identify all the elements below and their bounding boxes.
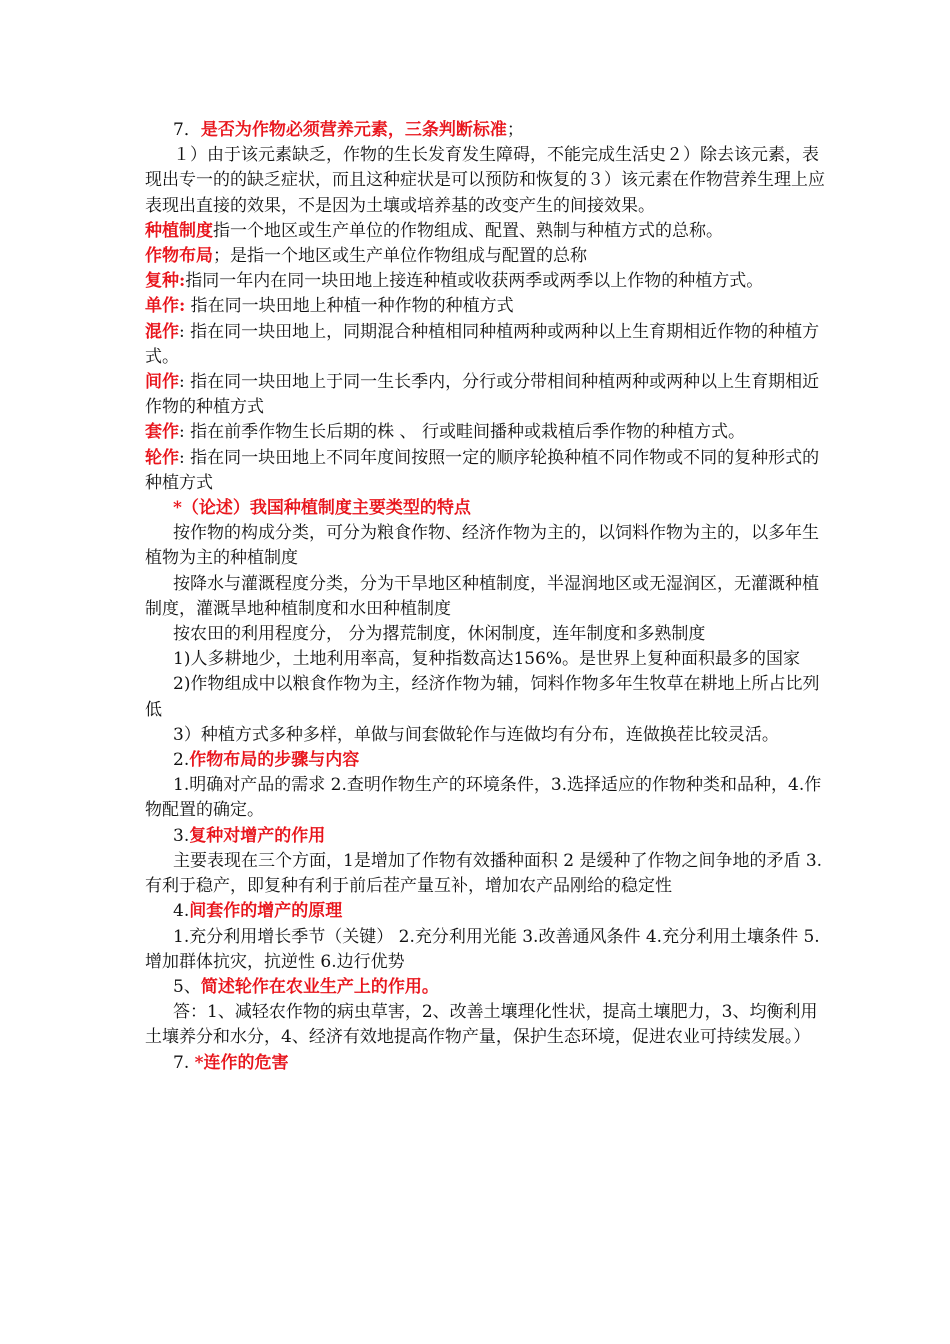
body-text: ； xyxy=(506,120,524,140)
item-number: 7. xyxy=(173,1052,195,1073)
item-number: 5、 xyxy=(173,976,201,997)
highlighted-term: 间作 xyxy=(145,372,179,393)
highlighted-term: *连作的危害 xyxy=(194,1052,289,1073)
item-number: 3. xyxy=(173,825,190,846)
body-text: 按降水与灌溉程度分类，分为干旱地区种植制度，半湿润地区或无湿润区，无灌溉种植制度，灌溉旱地种植制度和水田种植制度 xyxy=(145,573,819,619)
paragraph xyxy=(145,748,830,773)
highlighted-term: 种植制度 xyxy=(145,220,213,241)
paragraph xyxy=(145,925,830,975)
highlighted-term: 间套作的增产的原理 xyxy=(189,901,343,922)
paragraph xyxy=(145,269,830,294)
highlighted-term: 是否为作物必须营养元素，三条判断标准 xyxy=(200,120,507,140)
paragraph xyxy=(145,773,830,823)
body-text: 3）种植方式多种多样，单做与间套做轮作与连做均有分布，连做换茬比较灵活。 xyxy=(173,724,779,745)
highlighted-term: 单作: xyxy=(145,296,186,317)
highlighted-term: 混作 xyxy=(145,321,179,342)
paragraph xyxy=(145,320,830,370)
paragraph xyxy=(145,647,830,672)
body-text: 主要表现在三个方面，1是增加了作物有效播种面积 2 是缓种了作物之间争地的矛盾 3.有利于稳产，即复种有利于前后茬产量互补，增加农产品刚给的稳定性 xyxy=(145,850,823,897)
paragraph xyxy=(145,1051,830,1076)
body-text: : 指在同一块田地上，同期混合种植相同种植两种或两种以上生育期相近作物的种植方式。 xyxy=(145,321,820,367)
body-text: １）由于该元素缺乏，作物的生长发育发生障碍，不能完成生活史２）除去该元素，表现出专一的的缺乏症状，而且这种症状是可以预防和恢复的３）该元素在作物营养生理上应表现出直接的效果，不是因为土壤或培养基的改变产生的间接效果。 xyxy=(145,145,825,216)
paragraph xyxy=(145,899,830,924)
body-text: : 指在前季作物生长后期的株 、 行或畦间播种或栽植后季作物的种植方式。 xyxy=(179,422,745,443)
body-text: 答：1、减轻农作物的病虫草害，2、改善土壤理化性状，提高土壤肥力，3、均衡利用土壤养分和水分，4、经济有效地提高作物产量，保护生态环境，促进农业可持续发展。） xyxy=(145,1002,818,1048)
body-text: : 指在同一块田地上不同年度间按照一定的顺序轮换种植不同作物或不同的复种形式的种植方式 xyxy=(145,447,820,493)
paragraph xyxy=(145,244,830,269)
paragraph xyxy=(145,496,830,521)
paragraph xyxy=(145,975,830,1000)
paragraph xyxy=(145,294,830,319)
body-text: 指一个地区或生产单位的作物组成、配置、熟制与种植方式的总称。 xyxy=(213,220,723,241)
highlighted-term: 套作 xyxy=(145,422,179,443)
body-text: 按作物的构成分类，可分为粮食作物、经济作物为主的，以饲料作物为主的，以多年生植物为主的种植制度 xyxy=(145,523,819,569)
highlighted-term: 作物布局的步骤与内容 xyxy=(189,750,360,771)
item-number: 2. xyxy=(173,750,190,771)
paragraph xyxy=(145,572,830,622)
body-text: 按农田的利用程度分， 分为撂荒制度，休闲制度，连年制度和多熟制度 xyxy=(173,624,706,645)
body-text: 2)作物组成中以粮食作物为主，经济作物为辅，饲料作物多年生牧草在耕地上所占比列低 xyxy=(145,674,820,720)
body-text: 指在同一块田地上种植一种作物的种植方式 xyxy=(185,296,514,317)
highlighted-term: 轮作 xyxy=(145,447,179,468)
paragraph xyxy=(145,521,830,571)
paragraph xyxy=(145,824,830,849)
paragraph xyxy=(145,370,830,420)
highlighted-term: 简述轮作在农业生产上的作用。 xyxy=(200,976,439,997)
paragraph xyxy=(145,849,830,899)
body-text: 1.充分利用增长季节（关键） 2.充分利用光能 3.改善通风条件 4.充分利用土壤条件 5.增加群体抗灾，抗逆性 6.边行优势 xyxy=(145,926,820,972)
item-number: 4. xyxy=(173,901,190,922)
highlighted-term: *（论述）我国种植制度主要类型的特点 xyxy=(173,498,471,519)
highlighted-term: 复种对增产的作用 xyxy=(189,825,326,846)
paragraph xyxy=(145,723,830,748)
paragraph xyxy=(145,219,830,244)
body-text: 1)人多耕地少，土地利用率高，复种指数高达156%。是世界上复种面积最多的国家 xyxy=(173,649,801,670)
paragraph xyxy=(145,446,830,496)
body-text: 1.明确对产品的需求 2.查明作物生产的环境条件，3.选择适应的作物种类和品种，4.作物配置的确定。 xyxy=(145,775,822,821)
paragraph xyxy=(145,420,830,445)
paragraph xyxy=(145,622,830,647)
body-text: ；是指一个地区或生产单位作物组成与配置的总称 xyxy=(213,246,587,267)
paragraph xyxy=(145,118,830,143)
item-number: 7． xyxy=(173,120,201,140)
paragraph xyxy=(145,143,830,219)
body-text: : 指在同一块田地上于同一生长季内，分行或分带相间种植两种或两种以上生育期相近作物的种植方式 xyxy=(145,372,820,418)
paragraph xyxy=(145,672,830,722)
body-text: 指同一年内在同一块田地上接连种植或收获两季或两季以上作物的种植方式。 xyxy=(185,271,764,292)
paragraph xyxy=(145,1000,830,1050)
highlighted-term: 复种: xyxy=(145,271,186,292)
highlighted-term: 作物布局 xyxy=(145,246,213,267)
